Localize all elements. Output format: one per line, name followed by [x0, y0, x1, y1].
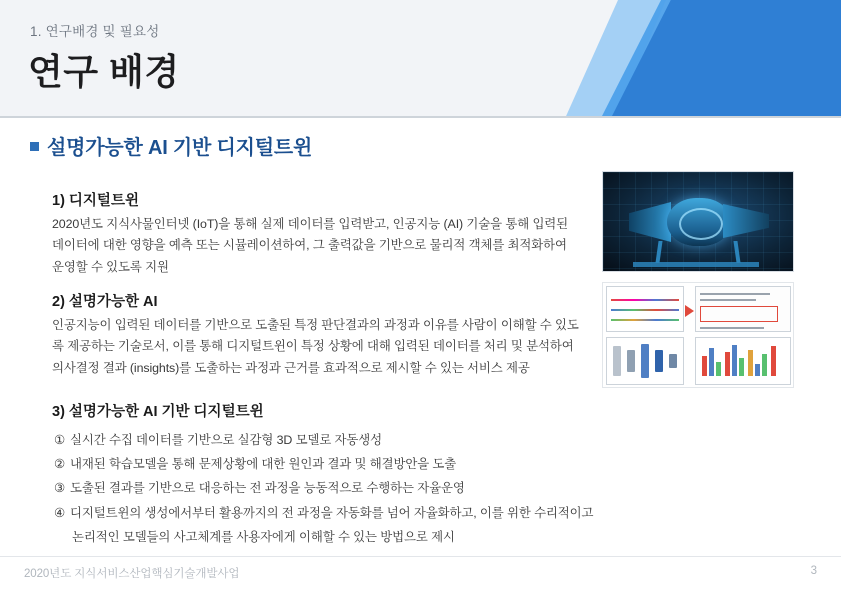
- block-title-1: 1) 디지털트윈: [52, 193, 139, 209]
- section-title: 설명가능한 AI 기반 디지털트윈: [47, 137, 313, 159]
- turbine-base: [633, 262, 759, 267]
- bar: [755, 364, 760, 376]
- turbine-hub-shape: [667, 198, 731, 246]
- nn-layer: [627, 350, 635, 372]
- list-item: [54, 452, 754, 476]
- xai-panel-top-left: [606, 286, 684, 332]
- xai-panel-bottom-right: [695, 337, 791, 385]
- bar: [762, 354, 767, 376]
- nn-layer: [641, 344, 649, 378]
- list-text-1: 실시간 수집 데이터를 기반으로 실감형 3D 모델로 자동생성: [70, 433, 383, 447]
- block-title-3: 3) 설명가능한 AI 기반 디지털트윈: [52, 404, 264, 420]
- sparkline-1: [611, 299, 679, 301]
- nn-layer: [655, 350, 663, 372]
- list-marker-2: ②: [54, 457, 66, 472]
- list-marker-4: ④: [54, 505, 66, 520]
- nn-layer: [613, 346, 621, 376]
- figure-digital-twin-turbine: [602, 171, 794, 272]
- page-title: 연구 배경: [28, 51, 180, 92]
- arrow-right-icon: [685, 305, 694, 317]
- bar: [702, 356, 707, 376]
- nn-layer: [669, 354, 677, 368]
- list-marker-3: ③: [54, 481, 66, 496]
- list-text-3: 도출된 결과를 기반으로 대응하는 전 과정을 능동적으로 수행하는 자율운영: [70, 481, 465, 496]
- list-text-4-cont: 논리적인 모델들의 사고체계를 사용자에게 이해할 수 있는 방법으로 제시: [72, 529, 455, 544]
- bar: [725, 352, 730, 376]
- sparkline-3: [611, 319, 679, 321]
- footer-divider: [0, 556, 841, 557]
- bar: [771, 346, 776, 376]
- bar: [716, 362, 721, 376]
- bar: [709, 348, 714, 376]
- list-marker-1: ①: [54, 433, 66, 447]
- sparkline-2: [611, 309, 679, 311]
- bar-group: [700, 342, 782, 380]
- list-item: [54, 428, 754, 452]
- page-number: 3: [810, 565, 817, 577]
- xai-panel-top-right: [695, 286, 791, 332]
- xai-panel-bottom-left: [606, 337, 684, 385]
- footer-text: 2020년도 지식서비스산업핵심기술개발사업: [24, 568, 240, 580]
- list-text-2: 내재된 학습모델을 통해 문제상황에 대한 원인과 결과 및 해결방안을 도출: [70, 457, 457, 472]
- block-title-2: 2) 설명가능한 AI: [52, 294, 158, 310]
- list-item: [54, 476, 754, 500]
- breadcrumb: 1. 연구배경 및 필요성: [30, 24, 160, 39]
- bar: [739, 358, 744, 376]
- bar: [732, 345, 737, 376]
- text-line: [700, 299, 756, 301]
- bar: [748, 350, 753, 376]
- highlight-box: [700, 306, 778, 322]
- numbered-list: [54, 428, 754, 549]
- figure-explainable-ai-charts: [602, 282, 794, 388]
- text-line: [700, 327, 764, 329]
- block-text-1: 2020년도 지식사물인터넷 (IoT)을 통해 실제 데이터를 입력받고, 인공지능 (AI) 기술을 통해 입력된 데이터에 대한 영향을 예측 또는 시뮬레이션하여, 그 출력값을 기반으로 물리적 객체를 최적화하여 운영할 수 있도록 지원: [52, 217, 569, 274]
- list-item: [54, 501, 754, 549]
- text-line: [700, 293, 770, 295]
- block-text-2: 인공지능이 입력된 데이터를 기반으로 도출된 특정 판단결과의 과정과 이유를 사람이 이해할 수 있도록 제공하는 기술로서, 이를 통해 디지털트윈이 특정 상황에 대해 입력된 데이터를 처리 및 분석하여 의사결정 결과 (insights)를 도출하는 과정과 근거를 효과적으로 제시할 수 있는 서비스 제공: [52, 318, 579, 375]
- list-text-4: 디지털트윈의 생성에서부터 활용까지의 전 과정을 자동화를 넘어 자율화하고, 이를 위한 수리적이고: [70, 505, 594, 520]
